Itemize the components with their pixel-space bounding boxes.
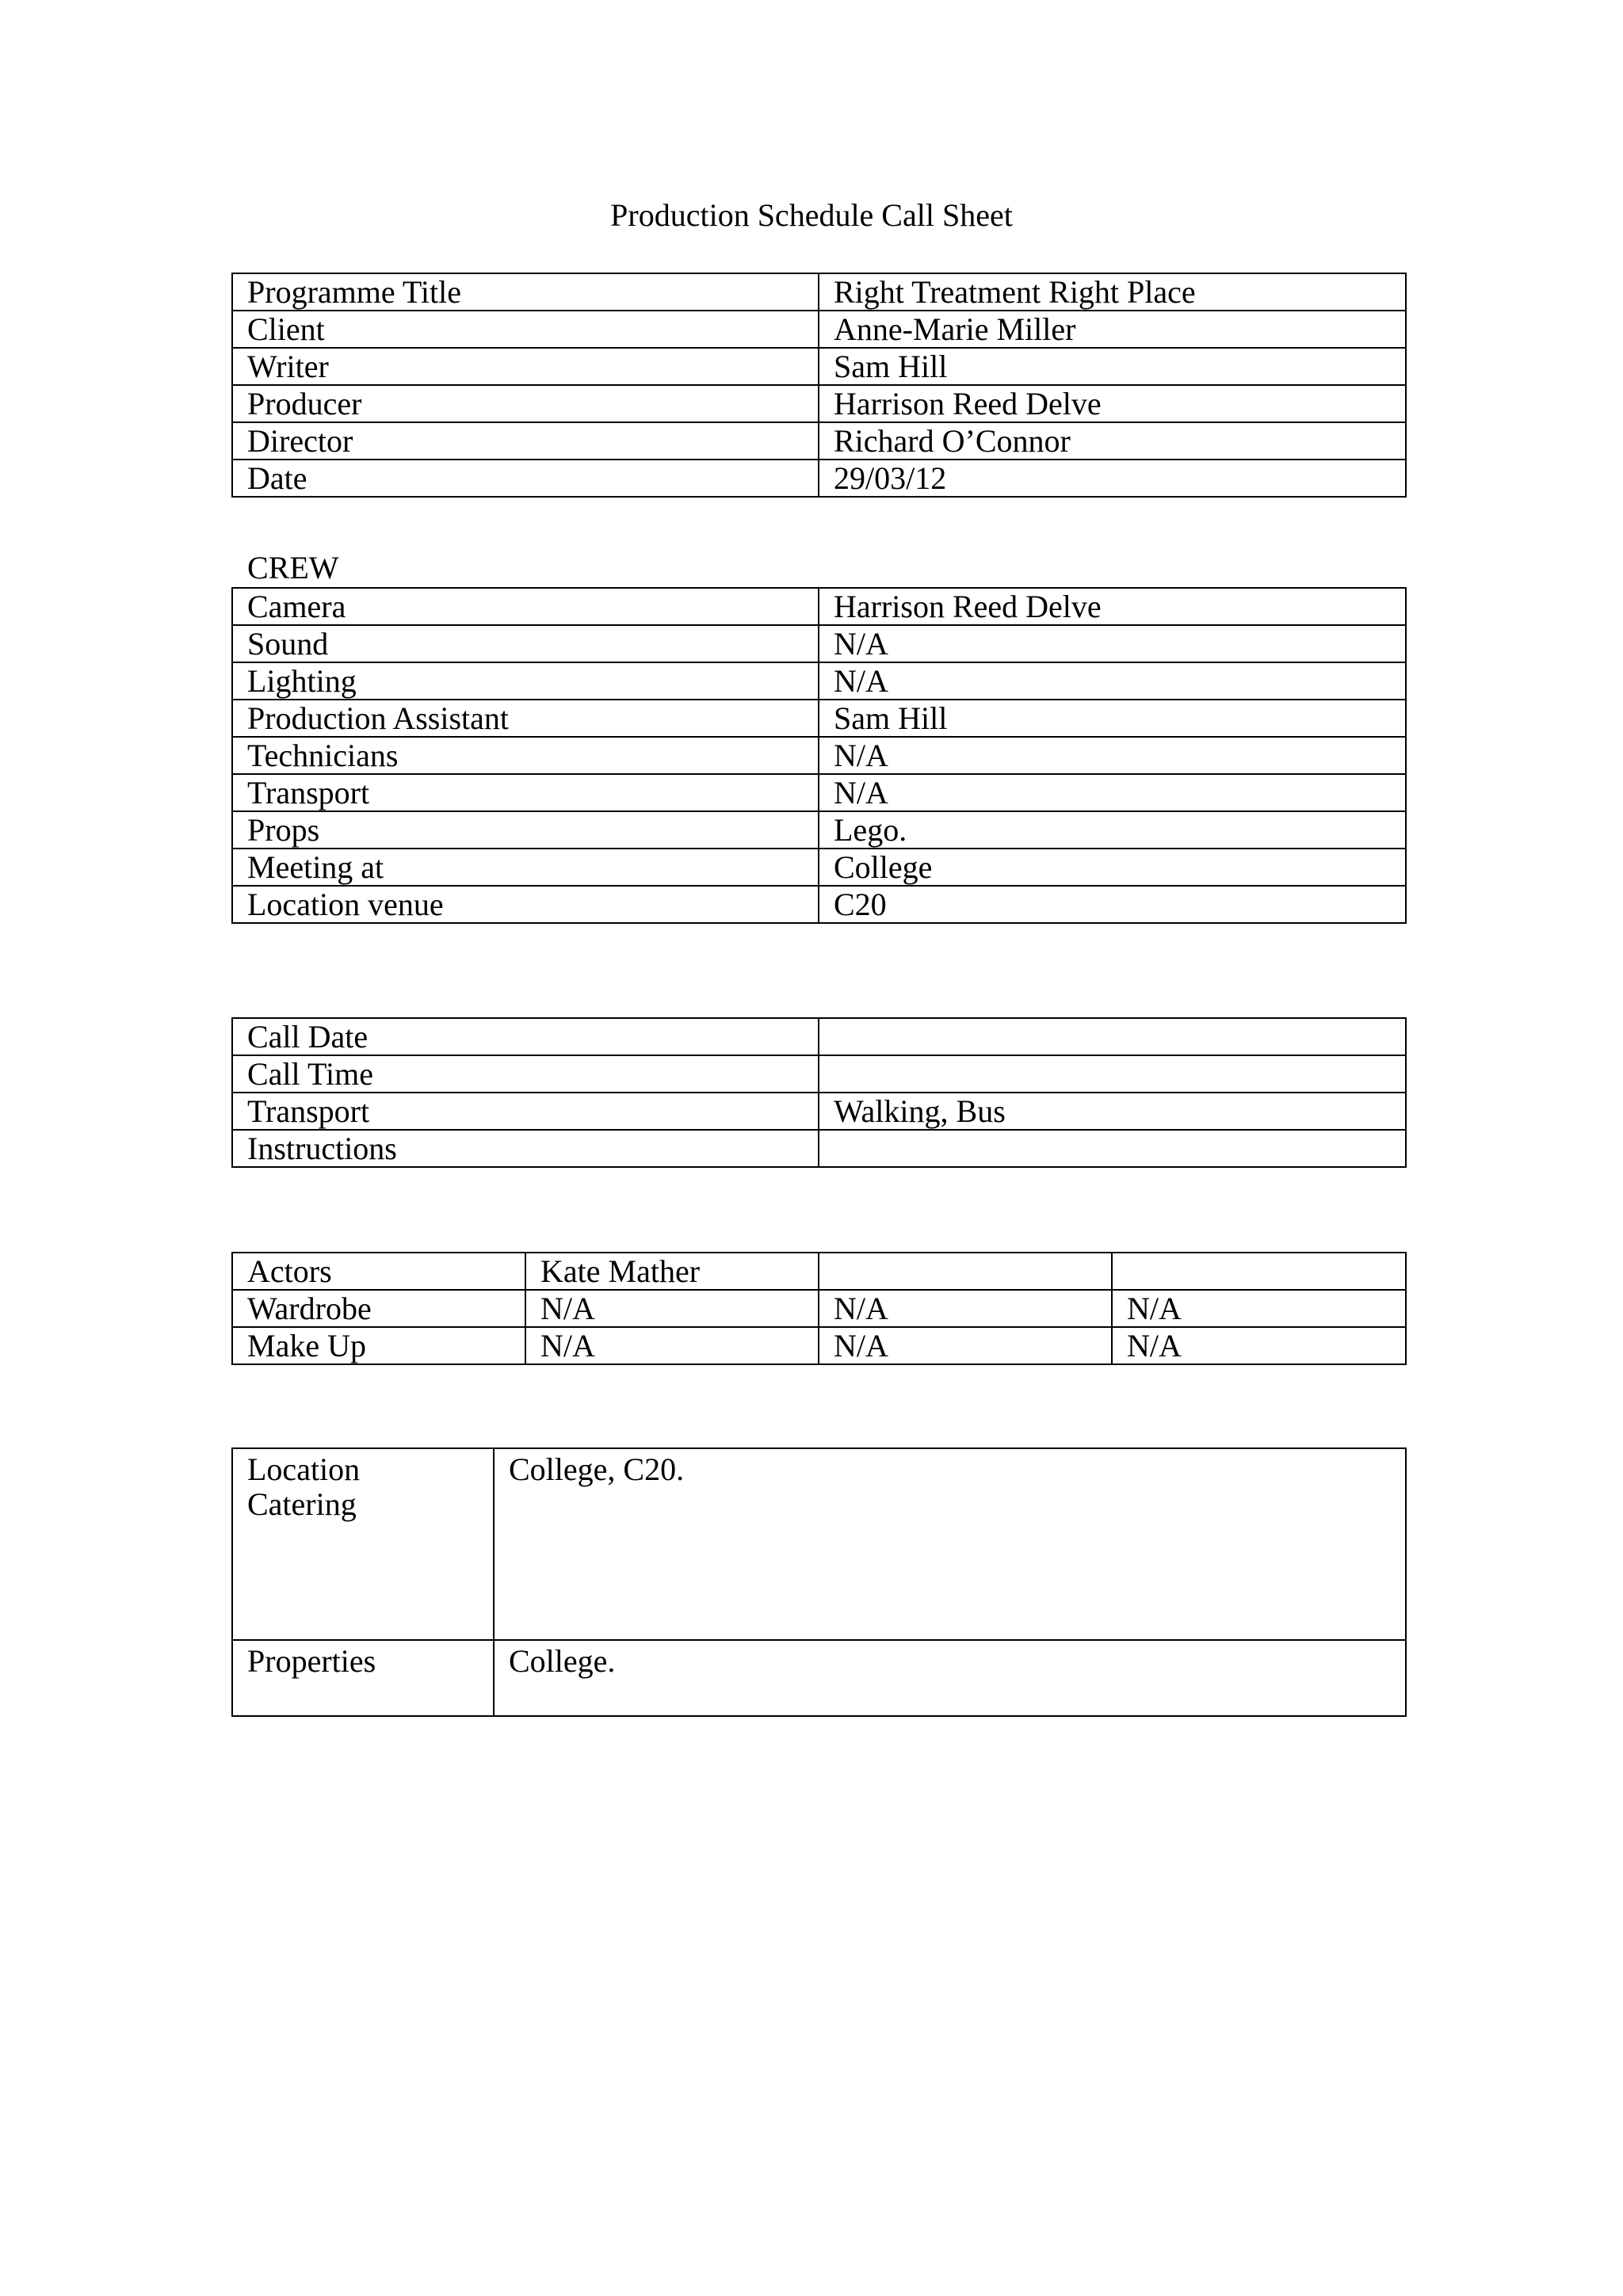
cast-cell: N/A xyxy=(819,1290,1112,1327)
crew-role: Transport xyxy=(232,774,819,811)
info-value: Right Treatment Right Place xyxy=(819,273,1406,311)
call-value xyxy=(819,1055,1406,1093)
call-label: Call Date xyxy=(232,1018,819,1055)
table-row xyxy=(232,1018,1406,1055)
call-value: Walking, Bus xyxy=(819,1093,1406,1130)
info-label: Date xyxy=(232,460,819,497)
cast-cell xyxy=(1112,1253,1406,1290)
table-row xyxy=(232,1290,1406,1327)
call-label: Transport xyxy=(232,1093,819,1130)
cast-cell: N/A xyxy=(1112,1327,1406,1364)
properties-value: College. xyxy=(494,1640,1406,1716)
location-value: College, C20. xyxy=(494,1448,1406,1640)
info-label: Producer xyxy=(232,385,819,422)
programme-info-table xyxy=(231,273,1407,498)
cast-label: Wardrobe xyxy=(232,1290,525,1327)
crew-member: Sam Hill xyxy=(819,700,1406,737)
table-row xyxy=(232,1055,1406,1093)
call-value xyxy=(819,1130,1406,1167)
call-value xyxy=(819,1018,1406,1055)
location-catering-label xyxy=(232,1448,494,1640)
crew-role: Technicians xyxy=(232,737,819,774)
info-value: Sam Hill xyxy=(819,348,1406,385)
crew-heading: CREW xyxy=(247,550,339,585)
info-value: 29/03/12 xyxy=(819,460,1406,497)
cast-cell: N/A xyxy=(819,1327,1112,1364)
table-row xyxy=(232,886,1406,923)
crew-member: N/A xyxy=(819,625,1406,662)
crew-member: Lego. xyxy=(819,811,1406,849)
call-label: Instructions xyxy=(232,1130,819,1167)
cast-cell xyxy=(819,1253,1112,1290)
catering-label: Catering xyxy=(247,1486,357,1522)
info-value: Anne-Marie Miller xyxy=(819,311,1406,348)
crew-role: Production Assistant xyxy=(232,700,819,737)
table-row xyxy=(232,849,1406,886)
location-table xyxy=(231,1447,1407,1717)
table-row xyxy=(232,1640,1406,1716)
table-row xyxy=(232,700,1406,737)
cast-label: Make Up xyxy=(232,1327,525,1364)
table-row xyxy=(232,460,1406,497)
crew-member: C20 xyxy=(819,886,1406,923)
crew-member: N/A xyxy=(819,737,1406,774)
crew-member: Harrison Reed Delve xyxy=(819,588,1406,625)
table-row xyxy=(232,273,1406,311)
crew-role: Meeting at xyxy=(232,849,819,886)
location-label: Location xyxy=(247,1451,361,1487)
table-row xyxy=(232,1253,1406,1290)
table-row xyxy=(232,311,1406,348)
table-row xyxy=(232,422,1406,460)
table-row xyxy=(232,774,1406,811)
crew-role: Camera xyxy=(232,588,819,625)
crew-member: College xyxy=(819,849,1406,886)
crew-role: Props xyxy=(232,811,819,849)
crew-role: Lighting xyxy=(232,662,819,700)
table-row xyxy=(232,588,1406,625)
table-row xyxy=(232,1130,1406,1167)
table-row xyxy=(232,385,1406,422)
table-row xyxy=(232,625,1406,662)
table-row xyxy=(232,811,1406,849)
cast-cell: N/A xyxy=(525,1290,819,1327)
cast-cell: N/A xyxy=(525,1327,819,1364)
cast-label: Actors xyxy=(232,1253,525,1290)
cast-cell: Kate Mather xyxy=(525,1253,819,1290)
table-row xyxy=(232,737,1406,774)
crew-member: N/A xyxy=(819,662,1406,700)
cast-cell: N/A xyxy=(1112,1290,1406,1327)
crew-role: Sound xyxy=(232,625,819,662)
info-label: Client xyxy=(232,311,819,348)
info-label: Director xyxy=(232,422,819,460)
table-row xyxy=(232,1327,1406,1364)
page-title: Production Schedule Call Sheet xyxy=(610,197,1013,233)
crew-role: Location venue xyxy=(232,886,819,923)
info-value: Harrison Reed Delve xyxy=(819,385,1406,422)
info-label: Programme Title xyxy=(232,273,819,311)
table-row xyxy=(232,348,1406,385)
info-value: Richard O’Connor xyxy=(819,422,1406,460)
info-label: Writer xyxy=(232,348,819,385)
crew-member: N/A xyxy=(819,774,1406,811)
cast-table xyxy=(231,1252,1407,1365)
properties-label: Properties xyxy=(232,1640,494,1716)
call-details-table xyxy=(231,1017,1407,1168)
table-row xyxy=(232,1448,1406,1640)
call-label: Call Time xyxy=(232,1055,819,1093)
crew-table xyxy=(231,587,1407,924)
table-row xyxy=(232,1093,1406,1130)
table-row xyxy=(232,662,1406,700)
